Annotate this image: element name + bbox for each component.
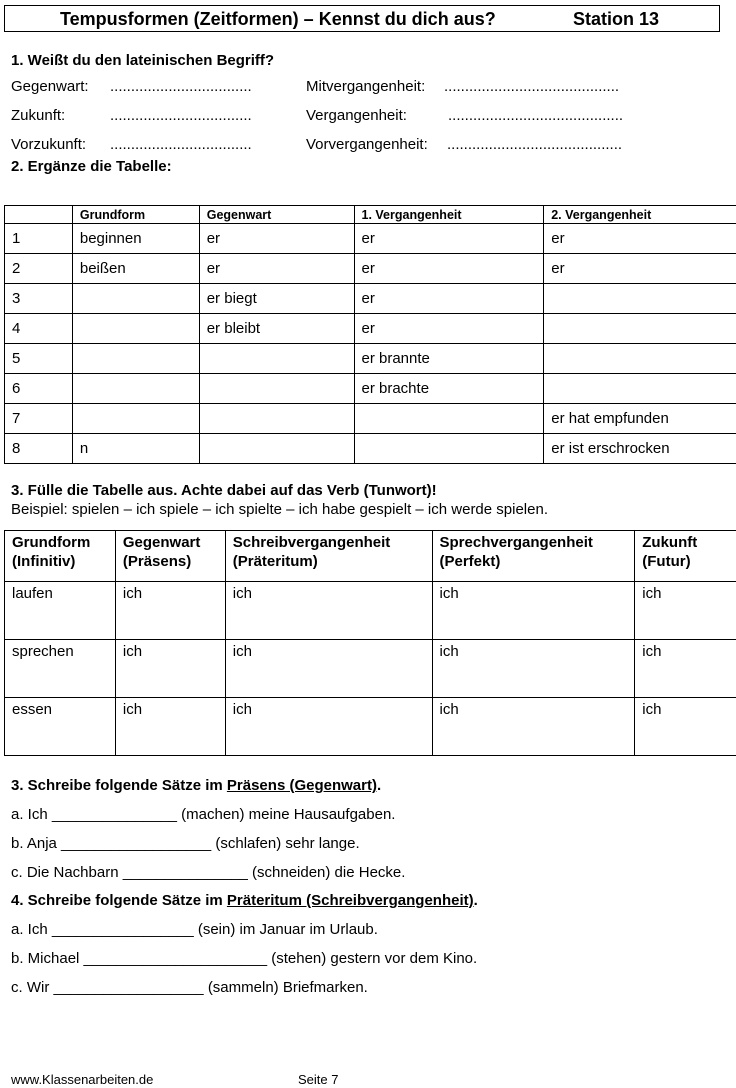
section4-heading: 3. Schreibe folgende Sätze im Präsens (Gegenwart). [11, 777, 382, 794]
table-row [5, 640, 736, 698]
table-cell[interactable]: er bleibt [199, 314, 354, 344]
table-cell[interactable]: ich [432, 640, 635, 698]
column-header [5, 206, 73, 224]
table-cell[interactable]: er [354, 314, 544, 344]
table-cell: 3 [5, 284, 73, 314]
table-cell[interactable]: er [354, 254, 544, 284]
table-cell[interactable] [354, 404, 544, 434]
table-cell[interactable]: ich [432, 698, 635, 756]
exercise-sentence[interactable]: c. Die Nachbarn _______________ (schneiden) die Hecke. [11, 864, 406, 881]
table-cell[interactable]: er hat empfunden [544, 404, 736, 434]
table-cell[interactable] [199, 344, 354, 374]
table-row [5, 314, 736, 344]
table-cell[interactable] [544, 344, 736, 374]
table-row [5, 344, 736, 374]
table-cell[interactable]: ich [225, 582, 432, 640]
table-cell[interactable] [199, 374, 354, 404]
table-cell: sprechen [5, 640, 116, 698]
table-cell[interactable]: ich [115, 640, 225, 698]
fill-in-dots[interactable]: .................................. [110, 107, 252, 124]
table-cell[interactable] [72, 314, 199, 344]
table-cell[interactable] [354, 434, 544, 464]
table-cell[interactable]: er [199, 254, 354, 284]
column-header: 2. Vergangenheit [544, 206, 736, 224]
table-cell[interactable] [544, 314, 736, 344]
table-cell[interactable]: ich [432, 582, 635, 640]
fill-in-dots[interactable]: .......................................... [444, 78, 620, 95]
table-header-row [5, 531, 736, 582]
label-vergangenheit: Vergangenheit: [306, 107, 407, 124]
table-cell[interactable] [72, 374, 199, 404]
column-header: Sprechvergangenheit (Perfekt) [432, 531, 635, 582]
label-mitvergangenheit: Mitvergangenheit: [306, 78, 426, 95]
table-cell[interactable]: ich [635, 640, 736, 698]
table-cell: 6 [5, 374, 73, 404]
label-vorvergangenheit: Vorvergangenheit: [306, 136, 428, 153]
table-cell[interactable]: er [544, 254, 736, 284]
verb-table-2 [4, 530, 736, 756]
exercise-sentence[interactable]: a. Ich _________________ (sein) im Januar im Urlaub. [11, 921, 378, 938]
label-vorzukunft: Vorzukunft: [11, 136, 87, 153]
table-row [5, 254, 736, 284]
table-row [5, 698, 736, 756]
table-cell[interactable]: ich [225, 640, 432, 698]
column-header: Gegenwart [199, 206, 354, 224]
table-cell[interactable] [72, 404, 199, 434]
fill-in-dots[interactable]: .................................. [110, 78, 252, 95]
column-header: Zukunft (Futur) [635, 531, 736, 582]
table-cell[interactable] [199, 434, 354, 464]
table-cell: 5 [5, 344, 73, 374]
page-header [4, 5, 720, 32]
table-cell[interactable]: beißen [72, 254, 199, 284]
label-gegenwart: Gegenwart: [11, 78, 89, 95]
station-label: Station 13 [573, 9, 660, 29]
table-row [5, 374, 736, 404]
table-cell[interactable]: ich [635, 698, 736, 756]
table-cell[interactable]: beginnen [72, 224, 199, 254]
footer-website[interactable]: www.Klassenarbeiten.de [11, 1072, 154, 1087]
column-header: Grundform (Infinitiv) [5, 531, 116, 582]
table-header-row [5, 206, 736, 224]
table-cell[interactable]: ich [635, 582, 736, 640]
table-cell[interactable]: er brannte [354, 344, 544, 374]
fill-in-dots[interactable]: .................................. [110, 136, 252, 153]
table-cell[interactable]: n [72, 434, 199, 464]
table-row [5, 224, 736, 254]
table-cell: 8 [5, 434, 73, 464]
exercise-sentence[interactable]: b. Michael ______________________ (stehen) gestern vor dem Kino. [11, 950, 478, 967]
table-cell: 2 [5, 254, 73, 284]
table-cell[interactable] [544, 284, 736, 314]
label-zukunft: Zukunft: [11, 107, 66, 124]
table-cell: 1 [5, 224, 73, 254]
column-header: Grundform [72, 206, 199, 224]
exercise-sentence[interactable]: c. Wir __________________ (sammeln) Briefmarken. [11, 979, 368, 996]
footer-page-number: Seite 7 [298, 1072, 339, 1087]
table-cell: 4 [5, 314, 73, 344]
table-cell[interactable]: ich [115, 698, 225, 756]
table-cell: essen [5, 698, 116, 756]
section2-heading: 2. Ergänze die Tabelle: [11, 158, 172, 175]
table-cell[interactable]: er biegt [199, 284, 354, 314]
table-row [5, 582, 736, 640]
section3-example: Beispiel: spielen – ich spiele – ich spielte – ich habe gespielt – ich werde spielen. [11, 501, 548, 518]
table-cell[interactable]: ich [115, 582, 225, 640]
table-cell[interactable]: er [354, 224, 544, 254]
table-cell[interactable]: er [199, 224, 354, 254]
table-cell[interactable]: er brachte [354, 374, 544, 404]
table-cell[interactable]: ich [225, 698, 432, 756]
exercise-sentence[interactable]: a. Ich _______________ (machen) meine Hausaufgaben. [11, 806, 396, 823]
section5-heading: 4. Schreibe folgende Sätze im Präteritum (Schreibvergangenheit). [11, 892, 478, 909]
table-cell[interactable]: er ist erschrocken [544, 434, 736, 464]
table-cell: laufen [5, 582, 116, 640]
exercise-sentence[interactable]: b. Anja __________________ (schlafen) sehr lange. [11, 835, 360, 852]
table-cell: 7 [5, 404, 73, 434]
table-cell[interactable]: er [354, 284, 544, 314]
table-cell[interactable] [72, 284, 199, 314]
table-cell[interactable] [544, 374, 736, 404]
table-row [5, 284, 736, 314]
column-header: Gegenwart (Präsens) [115, 531, 225, 582]
verb-table-1 [4, 205, 736, 464]
table-cell[interactable] [199, 404, 354, 434]
worksheet-title: Tempusformen (Zeitformen) – Kennst du dich aus? [60, 9, 496, 29]
section3-heading: 3. Fülle die Tabelle aus. Achte dabei auf das Verb (Tunwort)! [11, 482, 437, 499]
column-header: 1. Vergangenheit [354, 206, 544, 224]
column-header: Schreibvergangenheit (Präteritum) [225, 531, 432, 582]
section1-heading: 1. Weißt du den lateinischen Begriff? [11, 52, 275, 69]
table-cell[interactable] [72, 344, 199, 374]
table-cell[interactable]: er [544, 224, 736, 254]
table-row [5, 404, 736, 434]
fill-in-dots[interactable]: .......................................... [448, 107, 624, 124]
table-row [5, 434, 736, 464]
fill-in-dots[interactable]: .......................................... [447, 136, 623, 153]
